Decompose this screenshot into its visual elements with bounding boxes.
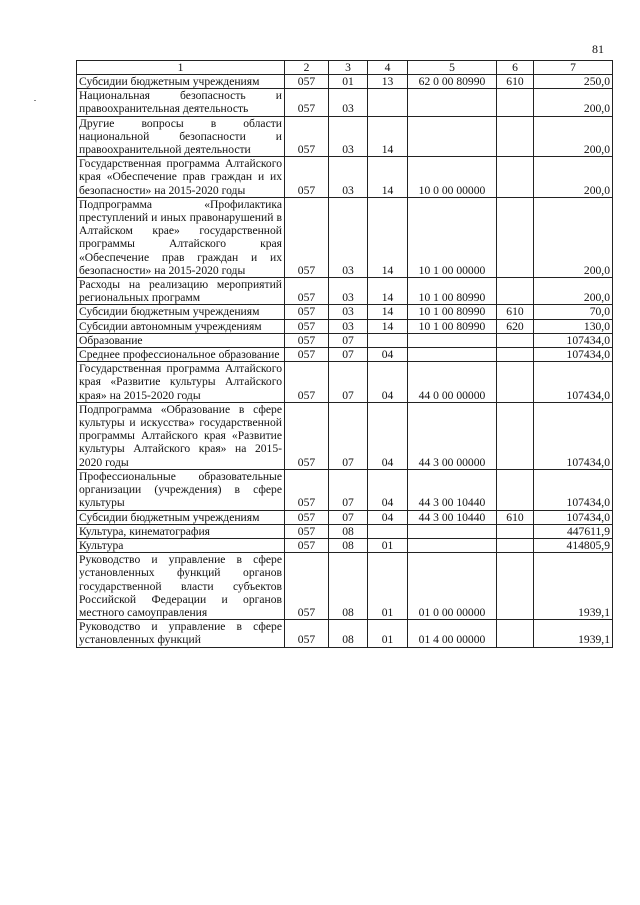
expense-type-code: 610 — [497, 75, 534, 89]
admin-code: 057 — [285, 469, 329, 510]
row-description: Культура — [77, 538, 285, 552]
table-body — [77, 75, 613, 648]
section-code: 01 — [329, 75, 368, 89]
target-article-code: 01 0 00 00000 — [408, 553, 497, 620]
table-row — [77, 116, 613, 157]
section-code: 07 — [329, 510, 368, 524]
row-description: Расходы на реализацию мероприятий региональных программ — [77, 278, 285, 305]
table-row — [77, 319, 613, 333]
admin-code: 057 — [285, 538, 329, 552]
expense-type-code — [497, 348, 534, 362]
table-row — [77, 348, 613, 362]
expense-type-code — [497, 157, 534, 198]
scan-mark — [34, 100, 36, 101]
section-code: 03 — [329, 305, 368, 319]
row-description: Национальная безопасность и правоохранительная деятельность — [77, 89, 285, 116]
table-row — [77, 333, 613, 347]
amount: 107434,0 — [534, 362, 613, 403]
table-row — [77, 402, 613, 469]
row-description: Среднее профессиональное образование — [77, 348, 285, 362]
target-article-code — [408, 524, 497, 538]
row-description: Субсидии бюджетным учреждениям — [77, 305, 285, 319]
subsection-code: 04 — [368, 362, 408, 403]
table-row — [77, 510, 613, 524]
subsection-code: 01 — [368, 553, 408, 620]
section-code: 03 — [329, 319, 368, 333]
admin-code: 057 — [285, 116, 329, 157]
amount: 447611,9 — [534, 524, 613, 538]
target-article-code: 10 1 00 80990 — [408, 305, 497, 319]
table-row — [77, 524, 613, 538]
table-row — [77, 305, 613, 319]
expense-type-code — [497, 524, 534, 538]
row-description: Подпрограмма «Образование в сфере культуры и искусства» государственной программы Алтайского края «Развитие культуры Алтайского края» на 2015-2020 годы — [77, 402, 285, 469]
amount: 200,0 — [534, 278, 613, 305]
expense-type-code — [497, 116, 534, 157]
row-description: Субсидии бюджетным учреждениям — [77, 510, 285, 524]
table-row — [77, 197, 613, 277]
row-description: Культура, кинематография — [77, 524, 285, 538]
table-row — [77, 553, 613, 620]
admin-code: 057 — [285, 75, 329, 89]
expense-type-code — [497, 469, 534, 510]
budget-table — [76, 60, 613, 648]
admin-code: 057 — [285, 362, 329, 403]
expense-type-code — [497, 402, 534, 469]
expense-type-code: 610 — [497, 510, 534, 524]
column-header: 1 — [77, 61, 285, 75]
admin-code: 057 — [285, 197, 329, 277]
target-article-code — [408, 333, 497, 347]
target-article-code: 10 1 00 80990 — [408, 278, 497, 305]
expense-type-code — [497, 333, 534, 347]
row-description: Субсидии бюджетным учреждениям — [77, 75, 285, 89]
amount: 107434,0 — [534, 469, 613, 510]
row-description: Государственная программа Алтайского края «Обеспечение прав граждан и их безопасности» на 2015-2020 годы — [77, 157, 285, 198]
section-code: 08 — [329, 538, 368, 552]
subsection-code — [368, 524, 408, 538]
target-article-code: 10 0 00 00000 — [408, 157, 497, 198]
amount: 200,0 — [534, 116, 613, 157]
target-article-code: 44 3 00 00000 — [408, 402, 497, 469]
section-code: 07 — [329, 402, 368, 469]
expense-type-code — [497, 538, 534, 552]
subsection-code: 04 — [368, 469, 408, 510]
amount: 200,0 — [534, 197, 613, 277]
amount: 70,0 — [534, 305, 613, 319]
subsection-code: 14 — [368, 157, 408, 198]
subsection-code: 14 — [368, 197, 408, 277]
admin-code: 057 — [285, 305, 329, 319]
admin-code: 057 — [285, 348, 329, 362]
subsection-code: 01 — [368, 538, 408, 552]
section-code: 07 — [329, 333, 368, 347]
table-row — [77, 362, 613, 403]
admin-code: 057 — [285, 278, 329, 305]
subsection-code — [368, 333, 408, 347]
target-article-code: 44 0 00 00000 — [408, 362, 497, 403]
subsection-code: 13 — [368, 75, 408, 89]
table-row — [77, 620, 613, 647]
subsection-code: 04 — [368, 510, 408, 524]
section-code: 08 — [329, 553, 368, 620]
table-header-row — [77, 61, 613, 75]
amount: 107434,0 — [534, 402, 613, 469]
expense-type-code — [497, 89, 534, 116]
column-header: 5 — [408, 61, 497, 75]
expense-type-code — [497, 620, 534, 647]
row-description: Государственная программа Алтайского края «Развитие культуры Алтайского края» на 2015-2020 годы — [77, 362, 285, 403]
admin-code: 057 — [285, 510, 329, 524]
admin-code: 057 — [285, 319, 329, 333]
target-article-code — [408, 348, 497, 362]
section-code: 03 — [329, 278, 368, 305]
amount: 200,0 — [534, 89, 613, 116]
row-description: Другие вопросы в области национальной безопасности и правоохранительной деятельности — [77, 116, 285, 157]
target-article-code — [408, 89, 497, 116]
expense-type-code — [497, 553, 534, 620]
subsection-code: 14 — [368, 305, 408, 319]
row-description: Подпрограмма «Профилактика преступлений и иных правонарушений в Алтайском крае» государственной программы Алтайского края «Обеспечение прав граждан и их безопасности» на 2015-2020 годы — [77, 197, 285, 277]
amount: 414805,9 — [534, 538, 613, 552]
amount: 1939,1 — [534, 553, 613, 620]
section-code: 07 — [329, 362, 368, 403]
expense-type-code: 620 — [497, 319, 534, 333]
target-article-code: 10 1 00 80990 — [408, 319, 497, 333]
admin-code: 057 — [285, 402, 329, 469]
expense-type-code — [497, 278, 534, 305]
subsection-code: 01 — [368, 620, 408, 647]
table-row — [77, 469, 613, 510]
subsection-code: 04 — [368, 348, 408, 362]
column-header: 6 — [497, 61, 534, 75]
section-code: 08 — [329, 620, 368, 647]
subsection-code: 04 — [368, 402, 408, 469]
section-code: 03 — [329, 157, 368, 198]
amount: 1939,1 — [534, 620, 613, 647]
section-code: 08 — [329, 524, 368, 538]
admin-code: 057 — [285, 524, 329, 538]
row-description: Руководство и управление в сфере установленных функций органов государственной власти субъектов Российской Федерации и органов местного самоуправления — [77, 553, 285, 620]
expense-type-code — [497, 362, 534, 403]
table-row — [77, 75, 613, 89]
page-number: 81 — [592, 42, 604, 56]
admin-code: 057 — [285, 157, 329, 198]
table-row — [77, 157, 613, 198]
column-header: 4 — [368, 61, 408, 75]
section-code: 03 — [329, 89, 368, 116]
subsection-code: 14 — [368, 278, 408, 305]
amount: 200,0 — [534, 157, 613, 198]
row-description: Образование — [77, 333, 285, 347]
subsection-code — [368, 89, 408, 116]
admin-code: 057 — [285, 89, 329, 116]
admin-code: 057 — [285, 620, 329, 647]
row-description: Руководство и управление в сфере установленных функций — [77, 620, 285, 647]
column-header: 3 — [329, 61, 368, 75]
admin-code: 057 — [285, 553, 329, 620]
target-article-code: 10 1 00 00000 — [408, 197, 497, 277]
column-header: 7 — [534, 61, 613, 75]
table-row — [77, 538, 613, 552]
amount: 130,0 — [534, 319, 613, 333]
target-article-code: 44 3 00 10440 — [408, 469, 497, 510]
amount: 107434,0 — [534, 333, 613, 347]
subsection-code: 14 — [368, 116, 408, 157]
target-article-code: 01 4 00 00000 — [408, 620, 497, 647]
column-header: 2 — [285, 61, 329, 75]
target-article-code: 62 0 00 80990 — [408, 75, 497, 89]
subsection-code: 14 — [368, 319, 408, 333]
target-article-code — [408, 116, 497, 157]
table-row — [77, 89, 613, 116]
amount: 107434,0 — [534, 348, 613, 362]
section-code: 07 — [329, 348, 368, 362]
amount: 107434,0 — [534, 510, 613, 524]
target-article-code: 44 3 00 10440 — [408, 510, 497, 524]
table-row — [77, 278, 613, 305]
admin-code: 057 — [285, 333, 329, 347]
target-article-code — [408, 538, 497, 552]
expense-type-code: 610 — [497, 305, 534, 319]
row-description: Субсидии автономным учреждениям — [77, 319, 285, 333]
row-description: Профессиональные образовательные организации (учреждения) в сфере культуры — [77, 469, 285, 510]
amount: 250,0 — [534, 75, 613, 89]
section-code: 07 — [329, 469, 368, 510]
section-code: 03 — [329, 116, 368, 157]
section-code: 03 — [329, 197, 368, 277]
expense-type-code — [497, 197, 534, 277]
